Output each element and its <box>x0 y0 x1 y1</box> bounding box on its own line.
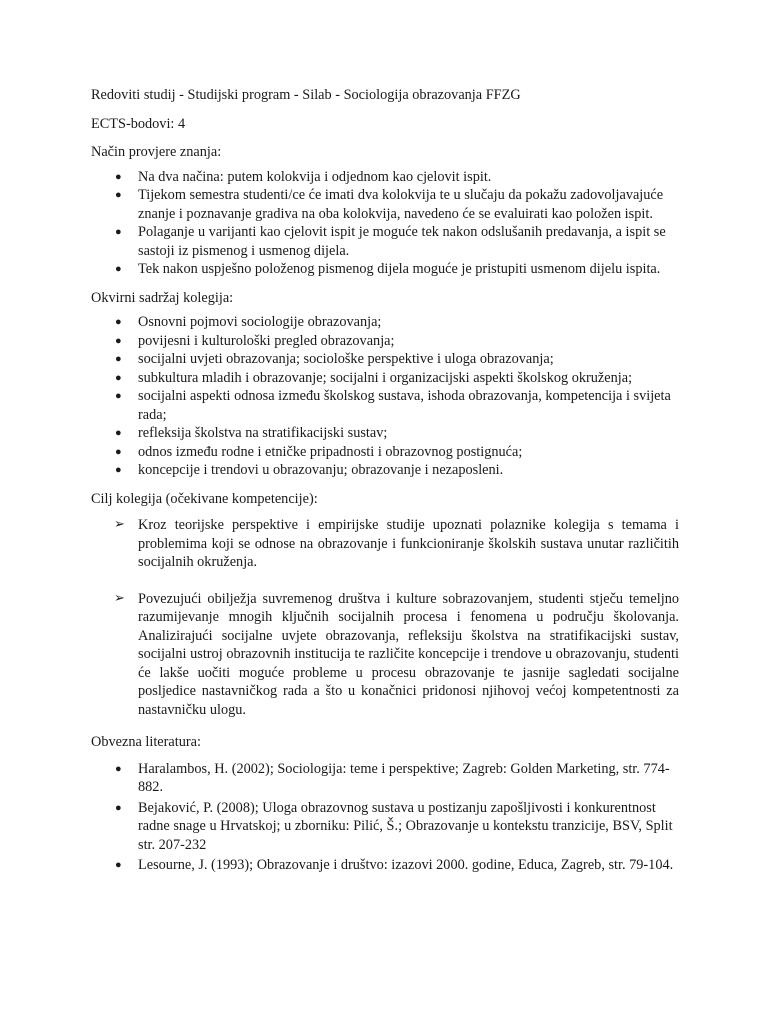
list-item-text: Polaganje u varijanti kao cjelovit ispit je moguće tek nakon odslušanih predavanja, a ispit se sastoji iz pismenog i usmenog dijela. <box>138 224 666 259</box>
bullet-icon: ● <box>115 859 122 871</box>
assessment-list <box>91 168 679 279</box>
list-item <box>91 260 679 279</box>
list-item <box>91 387 679 424</box>
arrow-bullet-icon: ➢ <box>114 590 125 606</box>
bullet-icon: ● <box>115 390 122 402</box>
bullet-icon: ● <box>115 762 122 775</box>
bullet-icon: ● <box>115 353 122 365</box>
assessment-heading: Način provjere znanja: <box>91 144 222 160</box>
list-item-text: refleksija školstva na stratifikacijski sustav; <box>138 425 388 441</box>
content-list <box>91 313 679 480</box>
bullet-icon: ● <box>115 226 122 238</box>
list-item-text: odnos između rodne i etničke pripadnosti i obrazovnog postignuća; <box>138 443 523 460</box>
document-title: Redoviti studij - Studijski program - Silab - Sociologija obrazovanja FFZG <box>91 87 521 103</box>
arrow-bullet-icon: ➢ <box>114 517 125 532</box>
goals-heading: Cilj kolegija (očekivane kompetencije): <box>91 490 318 507</box>
list-item <box>91 590 679 720</box>
bullet-icon: ● <box>115 371 122 384</box>
list-item-text: koncepcije i trendovi u obrazovanju; obrazovanje i nezaposleni. <box>138 462 504 478</box>
bullet-icon: ● <box>115 189 122 201</box>
list-item <box>91 332 679 351</box>
list-item <box>91 313 679 332</box>
list-item-text: Tijekom semestra studenti/ce će imati dva kolokvija te u slučaju da pokažu zadovoljavajuće znanje i poznavanje gradiva na oba kolokvija, navedeno će se evaluirati kao položen ispit. <box>138 187 664 222</box>
bullet-icon: ● <box>115 801 122 814</box>
list-item-text: Osnovni pojmovi sociologije obrazovanja; <box>138 314 382 330</box>
list-item-text: subkultura mladih i obrazovanje; socijalni i organizacijski aspekti školskog okruženja; <box>138 369 633 386</box>
list-item <box>91 168 679 187</box>
list-item-text: Povezujući obilježja suvremenog društva i kulture sobrazovanjem, studenti stječu temeljno razumijevanje mnogih ključnih socijalnih procesa i fenomena u području školovanja. Analizirajući socijalne uvjete obrazovanja, refleksiju školstva na stratifikacijski sustav, socijalni ustroj obrazovnih institucija te različite koncepcije i trendove u obrazovanju, studenti će lakše uočiti moguće probleme u procesu obrazovanje te jasnije sagledati socijalne posljedice nastavničkog rada a što u konačnici pridonosi njihovoj većoj kompetentnosti za nastavničku ulogu. <box>138 590 679 718</box>
literature-heading: Obvezna literatura: <box>91 734 201 750</box>
list-item <box>91 760 679 797</box>
list-item-text: Na dva načina: putem kolokvija i odjednom kao cjelovit ispit. <box>138 168 492 185</box>
list-item <box>91 350 679 369</box>
list-item <box>91 186 679 223</box>
literature-list <box>91 760 679 875</box>
list-item-text: socijalni uvjeti obrazovanja; sociološke perspektive i uloga obrazovanja; <box>138 351 554 367</box>
list-item-text: Haralambos, H. (2002); Sociologija: teme i perspektive; Zagreb: Golden Marketing, str. 774-882. <box>138 760 670 795</box>
list-item <box>91 223 679 260</box>
list-item-text: Kroz teorijske perspektive i empirijske studije upoznati polaznike kolegija s temama i problemima koji se odnose na obrazovanje i funkcioniranje školskih sustava unutar različitih socijalnih okruženja. <box>138 517 679 570</box>
list-item <box>91 856 679 875</box>
syllabus-document <box>91 86 679 885</box>
bullet-icon: ● <box>115 263 122 275</box>
list-item-text: Tek nakon uspješno položenog pismenog dijela moguće je pristupiti usmenom dijelu ispita. <box>138 261 661 277</box>
bullet-icon: ● <box>115 427 122 439</box>
bullet-icon: ● <box>115 170 122 183</box>
bullet-icon: ● <box>115 316 122 328</box>
goals-list <box>91 516 679 719</box>
list-item <box>91 516 679 572</box>
list-item <box>91 461 679 480</box>
content-heading: Okvirni sadržaj kolegija: <box>91 289 234 306</box>
list-item <box>91 799 679 855</box>
bullet-icon: ● <box>115 334 122 347</box>
ects-points: ECTS-bodovi: 4 <box>91 115 186 132</box>
bullet-icon: ● <box>115 445 122 458</box>
list-item <box>91 424 679 443</box>
list-item-text: Bejaković, P. (2008); Uloga obrazovnog sustava u postizanju zapošljivosti i konkurentnost radne snage u Hrvatskoj; u zborniku: Pilić, Š.; Obrazovanje u kontekstu tranzicije, BSV, Split str. 207-232 <box>138 799 673 853</box>
bullet-icon: ● <box>115 464 122 476</box>
list-item <box>91 369 679 388</box>
list-item-text: Lesourne, J. (1993); Obrazovanje i društvo: izazovi 2000. godine, Educa, Zagreb, str. 79-104. <box>138 857 674 873</box>
list-item-text: povijesni i kulturološki pregled obrazovanja; <box>138 332 395 349</box>
list-item <box>91 443 679 462</box>
list-item-text: socijalni aspekti odnosa između školskog sustava, ishoda obrazovanja, kompetencija i svijeta rada; <box>138 388 671 423</box>
